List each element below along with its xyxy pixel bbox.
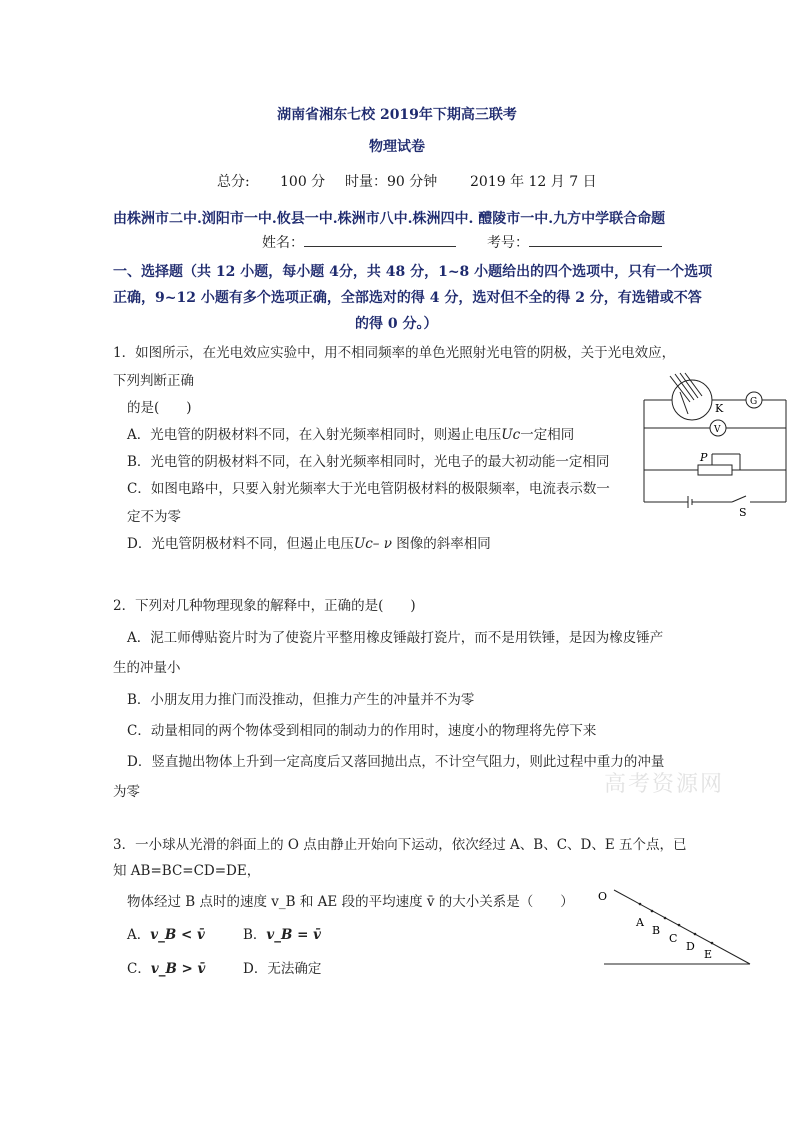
label-P: P [700,451,708,464]
label-K: K [715,402,724,415]
label-V: V [714,425,721,435]
q3-option-c-expr: v_B > v̄ [150,961,206,977]
q3-stem-line1: 3．一小球从光滑的斜面上的 O 点由静止开始向下运动，依次经过 A、B、C、D、E 五个点，已 [113,837,687,853]
section-instructions-line3: 的得 0 分。） [355,316,438,332]
school-list: 由株洲市二中.浏阳市一中.攸县一中.株洲市八中.株洲四中. 醴陵市一中.九方中学联合命题 [113,211,666,227]
label-C: C [669,932,678,945]
name-blank[interactable] [304,232,456,247]
q1-stem-line1: 1．如图所示，在光电效应实验中，用不相同频率的单色光照射光电管的阴极，关于光电效应， [113,345,676,361]
q1-stem-line3: 的是( ) [127,400,192,416]
incline-diagram [596,884,756,970]
q2-option-a-line1[interactable]: A．泥工师傅贴瓷片时为了使瓷片平整用橡皮锤敲打瓷片，而不是用铁锤，是因为橡皮锤产 [127,630,664,646]
q1-option-d-text: D．光电管阴极材料不同，但遏止电压 [127,536,354,552]
name-field[interactable] [262,232,304,252]
label-D: D [686,940,695,953]
label-B: B [652,924,661,937]
q3-stem-line3: 物体经过 B 点时的速度 v_B 和 AE 段的平均速度 v̄ 的大小关系是（ ） [127,894,574,910]
q3-option-c[interactable] [127,957,205,977]
q1-option-c-line2: 定不为零 [127,509,181,525]
incline-line [614,890,750,964]
name-label: 姓名： [262,235,304,251]
q3-stem-line2: 知 AB=BC=CD=DE， [113,863,261,879]
label-O: O [598,890,608,903]
q1-option-a-text: A．光电管的阴极材料不同，在入射光频率相同时，则遏止电压 [127,427,502,443]
q3-option-b-expr: v_B = v̄ [266,927,321,943]
time-label: 时量：90 分钟 [345,174,438,190]
q3-option-a[interactable] [127,923,205,943]
exam-date: 2019 年 12 月 7 日 [470,174,597,190]
rheostat [698,465,732,475]
q1-option-d-var: Uc– ν [353,536,393,552]
exam-title: 湖南省湘东七校 2019年下期高三联考 [277,107,517,123]
q1-option-c-line1[interactable]: C．如图电路中，只要入射光频率大于光电管阴极材料的极限频率，电流表示数一 [127,481,610,497]
label-A: A [636,916,644,929]
q3-option-c-label: C． [127,961,151,977]
number-field[interactable] [487,232,529,252]
q1-option-a-tail: 一定相同 [520,427,575,443]
photoelectric-circuit-diagram [640,372,790,522]
q2-option-d-line1[interactable]: D．竖直抛出物体上升到一定高度后又落回抛出点，不计空气阻力，则此过程中重力的冲量 [127,754,665,770]
q1-option-a[interactable] [127,423,574,443]
q3-option-a-label: A． [127,927,151,943]
q1-option-d[interactable] [127,532,491,552]
q2-option-b[interactable]: B．小朋友用力推门而没推动，但推力产生的冲量并不为零 [127,692,475,708]
section-instructions-line1: 一、选择题（共 12 小题，每小题 4分，共 48 分，1~8 小题给出的四个选项中，只有一个选项 [113,264,713,280]
section-instructions-line2: 正确，9~12 小题有多个选项正确，全部选对的得 4 分，选对但不全的得 2 分，有选错或不答 [113,290,702,306]
q3-option-d[interactable]: D．无法确定 [243,961,322,977]
label-G: G [750,397,758,407]
exam-meta-row [0,171,794,189]
q2-stem: 2．下列对几种物理现象的解释中，正确的是( ) [113,598,416,614]
q3-option-b[interactable] [243,923,321,943]
q1-option-b[interactable]: B．光电管的阴极材料不同，在入射光频率相同时，光电子的最大初动能一定相同 [127,454,610,470]
q1-option-d-tail: 图像的斜率相同 [392,536,491,552]
q2-option-d-line2: 为零 [113,784,140,800]
exam-subtitle: 物理试卷 [369,139,425,155]
q1-option-a-var: Uc [501,427,521,443]
number-blank[interactable] [529,232,662,247]
label-S: S [739,506,747,519]
watermark: 高考资源网 [604,772,725,797]
q3-option-b-label: B． [243,927,267,943]
total-label: 总分: [217,174,250,190]
q2-option-c[interactable]: C．动量相同的两个物体受到相同的制动力的作用时，速度小的物理将先停下来 [127,723,597,739]
q2-option-a-line2: 生的冲量小 [113,660,181,676]
q1-stem-line2: 下列判断正确 [113,373,194,389]
total-value: 100 分 [280,174,326,190]
number-label: 考号： [487,235,529,251]
q3-option-a-expr: v_B < v̄ [150,927,205,943]
label-E: E [704,948,713,961]
